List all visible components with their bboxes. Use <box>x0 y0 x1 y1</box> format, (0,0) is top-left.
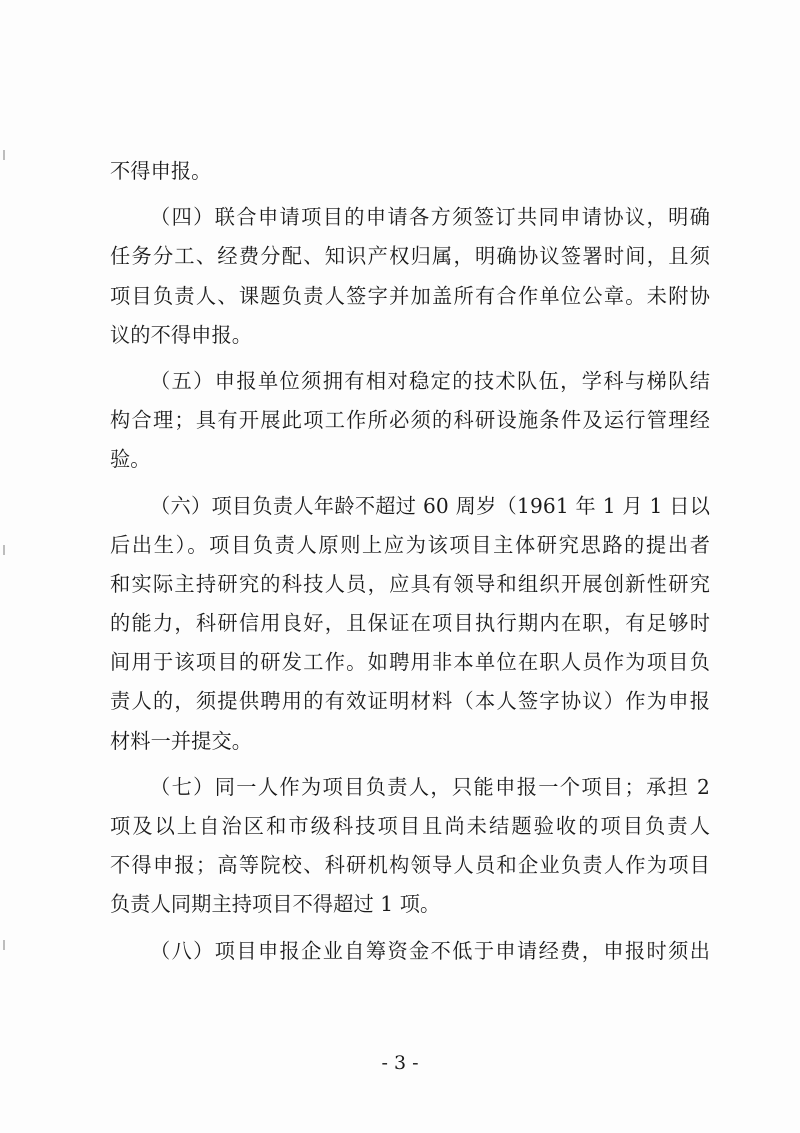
text-line: （七）同一人作为项目负责人，只能申报一个项目；承担 2 <box>150 774 710 799</box>
text-line: 责人的，须提供聘用的有效证明材料（本人签字协议）作为申报 <box>110 689 710 714</box>
margin-mark <box>3 545 5 555</box>
text-line: 不得申报；高等院校、科研机构领导人员和企业负责人作为项目 <box>110 853 710 878</box>
paragraph-item-5 <box>110 362 710 480</box>
text-line: 和实际主持研究的科技人员，应具有领导和组织开展创新性研究 <box>110 571 710 596</box>
paragraph-item-6 <box>110 487 710 761</box>
text-line: 后出生）。项目负责人原则上应为该项目主体研究思路的提出者 <box>110 532 710 557</box>
text-line: 议的不得申报。 <box>110 322 253 347</box>
text-line: 构合理；具有开展此项工作所必须的科研设施条件及运行管理经 <box>110 408 710 433</box>
paragraph-item-4 <box>110 198 710 355</box>
text-line: （五）申报单位须拥有相对稳定的技术队伍，学科与梯队结 <box>150 368 710 393</box>
text-line: 间用于该项目的研发工作。如聘用非本单位在职人员作为项目负 <box>110 650 710 675</box>
margin-mark <box>3 940 5 950</box>
text-line: 不得申报。 <box>110 159 212 183</box>
text-line: 项目负责人、课题负责人签字并加盖所有合作单位公章。未附协 <box>110 283 710 308</box>
text-line: 的能力，科研信用良好，且保证在项目执行期内在职，有足够时 <box>110 611 710 636</box>
text-line: 验。 <box>110 447 151 472</box>
text-line: 项及以上自治区和市级科技项目且尚未结题验收的项目负责人 <box>110 814 710 838</box>
text-line: （八）项目申报企业自筹资金不低于申请经费，申报时须出 <box>150 938 710 963</box>
paragraph-item-7 <box>110 768 710 925</box>
text-line: 任务分工、经费分配、知识产权归属，明确协议签署时间，且须 <box>110 244 710 269</box>
paragraph-continuation <box>110 152 710 191</box>
paragraph-item-8 <box>110 932 710 971</box>
page-number: - 3 - <box>381 1052 419 1074</box>
text-line: （四）联合申请项目的申请各方须签订共同申请协议，明确 <box>150 205 710 230</box>
text-line: 负责人同期主持项目不得超过 1 项。 <box>110 892 441 917</box>
text-line: （六）项目负责人年龄不超过 60 周岁（1961 年 1 月 1 日以 <box>150 493 710 518</box>
margin-mark <box>3 150 5 160</box>
document-body <box>110 152 710 971</box>
text-line: 材料一并提交。 <box>110 728 253 753</box>
